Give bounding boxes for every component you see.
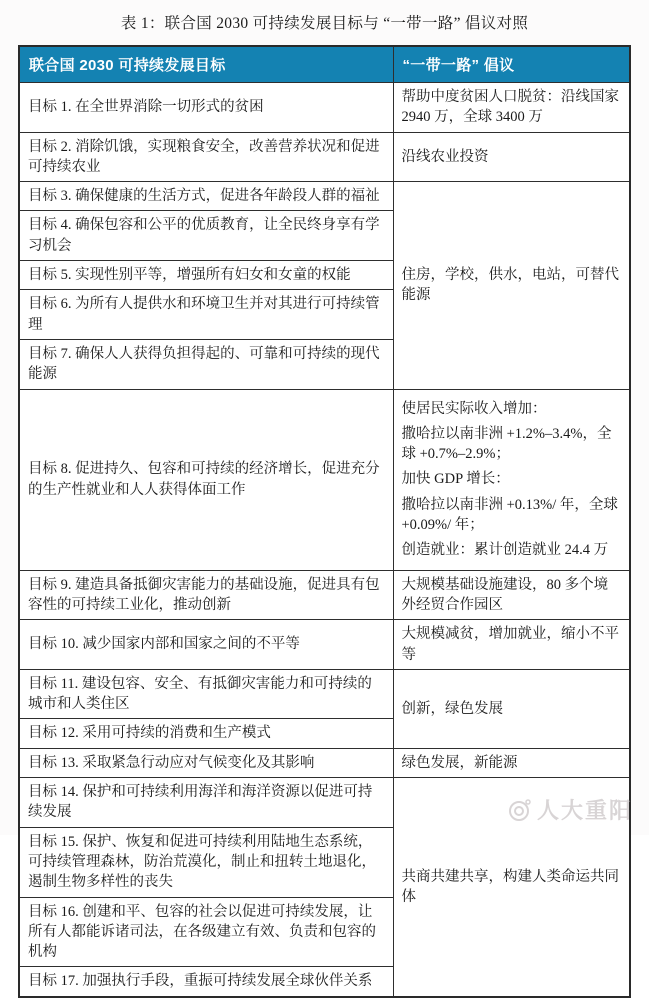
initiative-cell-goal10: 大规模减贫，增加就业，缩小不平等 — [393, 620, 630, 670]
goal-cell-6: 目标 6. 为所有人提供水和环境卫生并对其进行可持续管理 — [19, 290, 393, 340]
initiative-cell-goals14to17: 共商共建共享，构建人类命运共同体 — [393, 778, 630, 997]
column-header-un-goals: 联合国 2030 可持续发展目标 — [19, 46, 393, 83]
goal-cell-16: 目标 16. 创建和平、包容的社会以促进可持续发展，让所有人都能诉诸司法，在各级建立有效、负责和包容的机构 — [19, 897, 393, 967]
initiative-cell-goal13: 绿色发展，新能源 — [393, 748, 630, 777]
goal-cell-15: 目标 15. 保护、恢复和促进可持续利用陆地生态系统，可持续管理森林，防治荒漠化，制止和扭转土地退化，遏制生物多样性的丧失 — [19, 827, 393, 897]
table-row — [19, 748, 630, 777]
table-caption: 表 1：联合国 2030 可持续发展目标与 “一带一路” 倡议对照 — [120, 15, 529, 32]
table-row — [19, 182, 630, 211]
initiative-cell-goal2: 沿线农业投资 — [393, 132, 630, 182]
table-row — [19, 620, 630, 670]
initiative-line: 撒哈拉以南非洲 +1.2%–3.4%，全球 +0.7%–2.9%； — [401, 425, 612, 463]
goal-cell-12: 目标 12. 采用可持续的消费和生产模式 — [19, 719, 393, 748]
column-header-bri: “一带一路” 倡议 — [393, 46, 630, 83]
goal-cell-10: 目标 10. 减少国家内部和国家之间的不平等 — [19, 620, 393, 670]
goal-cell-7: 目标 7. 确保人人获得负担得起的、可靠和可持续的现代能源 — [19, 339, 393, 389]
watermark-text: 人大重阳 — [536, 798, 633, 823]
goal-cell-1: 目标 1. 在全世界消除一切形式的贫困 — [19, 83, 393, 133]
goal-cell-9: 目标 9. 建造具备抵御灾害能力的基础设施，促进具有包容性的可持续工业化，推动创新 — [19, 570, 393, 620]
comparison-table — [18, 45, 631, 998]
header-row — [19, 46, 630, 83]
goal-cell-4: 目标 4. 确保包容和公平的优质教育，让全民终身享有学习机会 — [19, 211, 393, 261]
goal-cell-2: 目标 2. 消除饥饿，实现粮食安全，改善营养状况和促进可持续农业 — [19, 132, 393, 182]
initiative-cell-goal9: 大规模基础设施建设，80 多个境外经贸合作园区 — [393, 570, 630, 620]
goal-cell-13: 目标 13. 采取紧急行动应对气候变化及其影响 — [19, 748, 393, 777]
table-row — [19, 778, 630, 828]
initiative-cell-goal8 — [393, 389, 630, 570]
table-row — [19, 132, 630, 182]
goal-cell-8: 目标 8. 促进持久、包容和可持续的经济增长，促进充分的生产性就业和人人获得体面工作 — [19, 389, 393, 570]
initiative-line: 使居民实际收入增加： — [401, 400, 547, 417]
goal-cell-14: 目标 14. 保护和可持续利用海洋和海洋资源以促进可持续发展 — [19, 778, 393, 828]
table-row — [19, 389, 630, 570]
table-row — [19, 570, 630, 620]
initiative-line: 创造就业：累计创造就业 24.4 万 — [401, 542, 609, 559]
initiative-cell-goal1: 帮助中度贫困人口脱贫：沿线国家 2940 万，全球 3400 万 — [393, 83, 630, 133]
initiative-cell-goals3to7: 住房，学校，供水，电站，可替代能源 — [393, 182, 630, 389]
table-row — [19, 669, 630, 719]
goal-cell-5: 目标 5. 实现性别平等，增强所有妇女和女童的权能 — [19, 261, 393, 290]
table-row — [19, 83, 630, 133]
goal-cell-3: 目标 3. 确保健康的生活方式，促进各年龄段人群的福祉 — [19, 182, 393, 211]
goal-cell-11: 目标 11. 建设包容、安全、有抵御灾害能力和可持续的城市和人类住区 — [19, 669, 393, 719]
initiative-line: 撒哈拉以南非洲 +0.13%/ 年，全球 +0.09%/ 年； — [401, 496, 618, 534]
initiative-line: 加快 GDP 增长： — [401, 471, 510, 488]
goal-cell-17: 目标 17. 加强执行手段，重振可持续发展全球伙伴关系 — [19, 967, 393, 997]
initiative-cell-goals11to12: 创新，绿色发展 — [393, 669, 630, 748]
